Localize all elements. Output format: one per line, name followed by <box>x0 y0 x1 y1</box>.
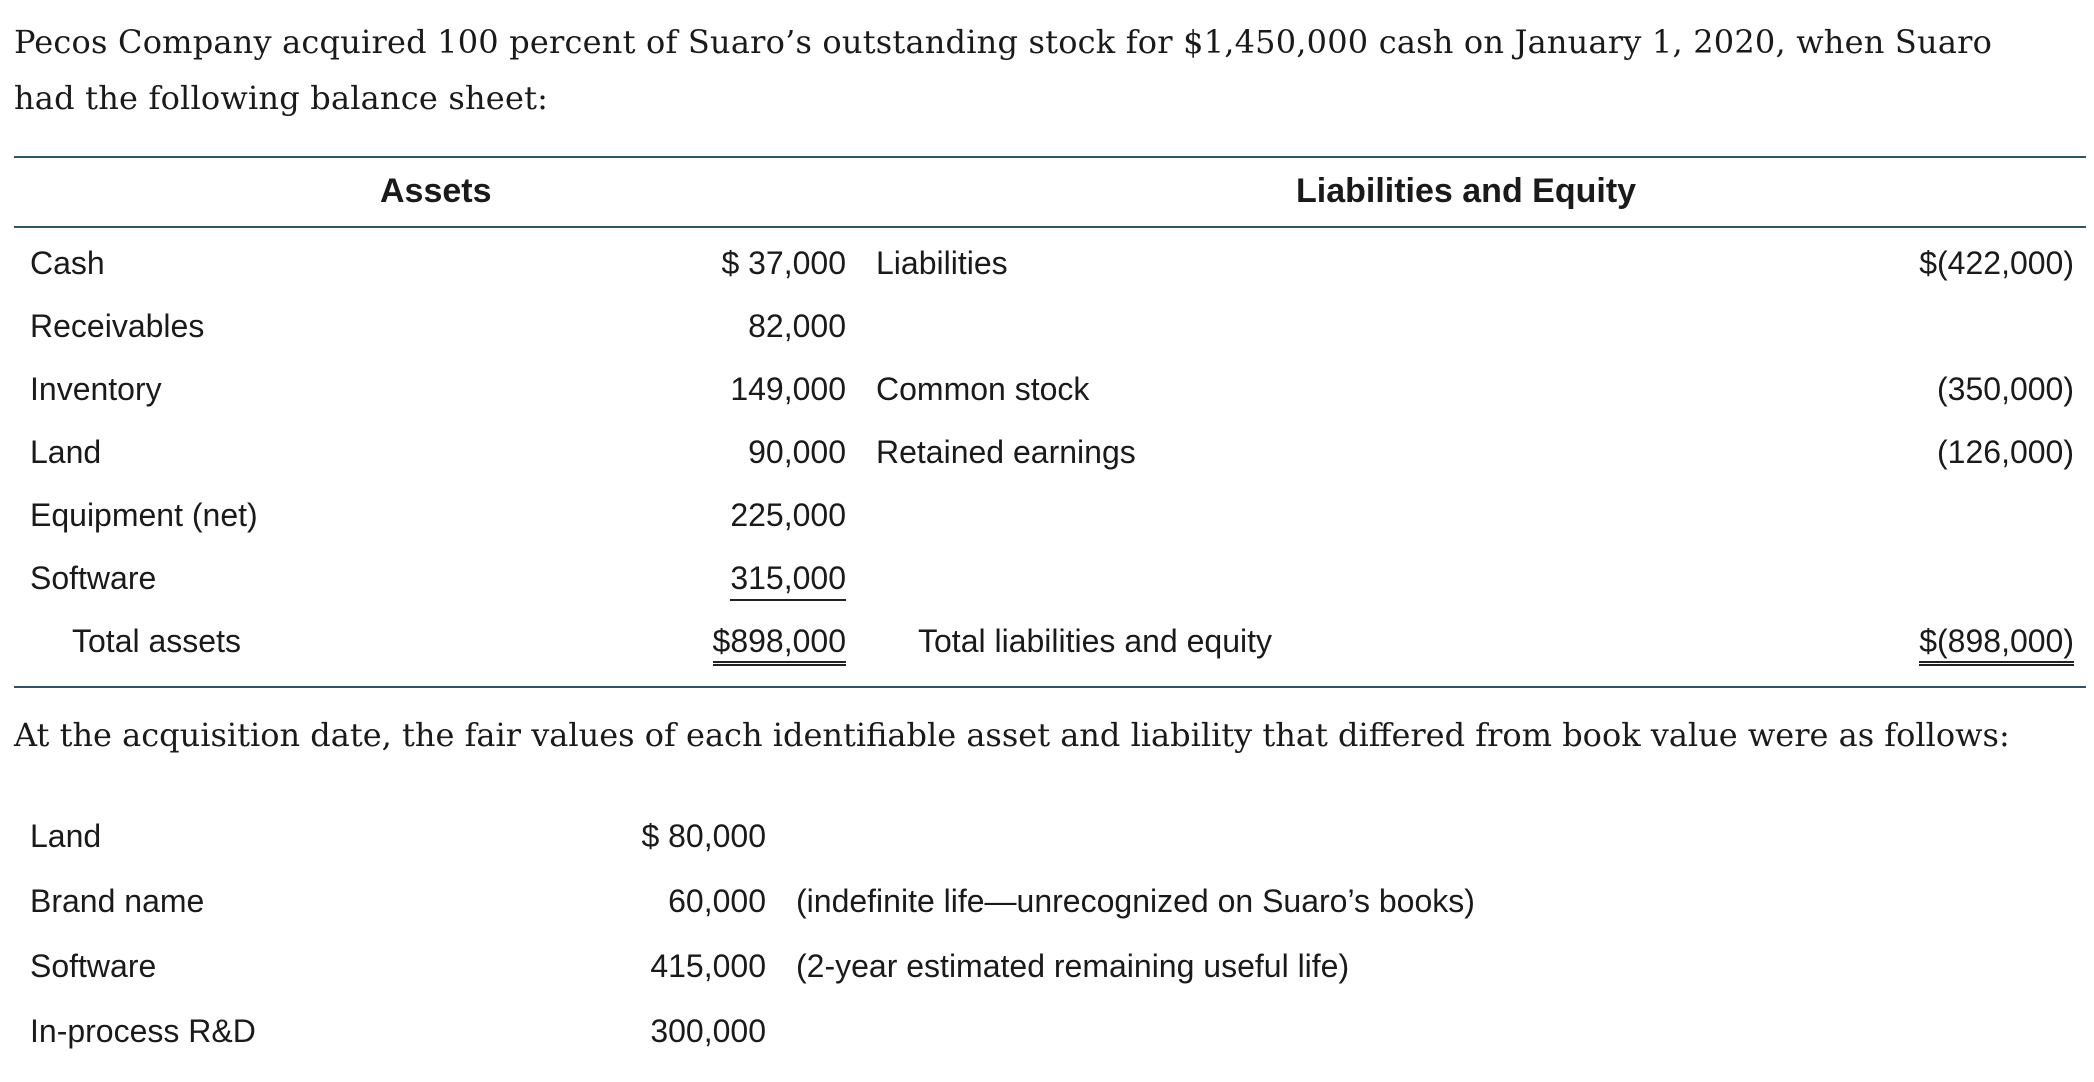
total-assets-value: $898,000 <box>713 623 846 666</box>
table-bottom-rule <box>14 686 2086 688</box>
fair-value-label: Brand name <box>30 883 205 919</box>
asset-label: Inventory <box>30 371 162 407</box>
fair-value-label: Software <box>30 948 157 984</box>
table-top-rule <box>14 156 2086 158</box>
asset-label: Cash <box>30 245 105 281</box>
asset-label: Equipment (net) <box>30 497 258 533</box>
liability-value: $(422,000) <box>1919 245 2074 281</box>
header-bottom-rule <box>14 226 2086 228</box>
asset-value: 90,000 <box>748 434 846 470</box>
liabilities-header: Liabilities and Equity <box>1296 172 1637 210</box>
asset-label: Land <box>30 434 102 470</box>
asset-label: Receivables <box>30 308 205 344</box>
liability-label: Retained earnings <box>876 434 1136 470</box>
fair-value-note: (indefinite life—unrecognized on Suaro’s books) <box>796 883 1475 919</box>
total-liabilities-label: Total liabilities and equity <box>918 623 1272 659</box>
fair-value-intro: At the acquisition date, the fair values of each identifiable asset and liability that differed from book value were as follows: <box>14 716 2010 754</box>
fair-value-label: Land <box>30 818 102 854</box>
intro-paragraph: Pecos Company acquired 100 percent of Suaro’s outstanding stock for $1,450,000 cash on January 1, 2020, when Suaro had the following balance sheet: <box>14 23 1993 117</box>
liability-value: (126,000) <box>1937 434 2074 470</box>
total-assets-label: Total assets <box>72 623 241 659</box>
fair-value-amount: 300,000 <box>650 1013 766 1049</box>
asset-value: 225,000 <box>730 497 846 533</box>
asset-label: Software <box>30 560 157 596</box>
asset-value: 82,000 <box>748 308 846 344</box>
assets-header: Assets <box>380 172 492 210</box>
fair-value-amount: 415,000 <box>650 948 766 984</box>
asset-value: $ 37,000 <box>721 245 846 281</box>
fair-value-amount: $ 80,000 <box>641 818 766 854</box>
fair-value-amount: 60,000 <box>668 883 766 919</box>
liability-value: (350,000) <box>1937 371 2074 407</box>
liability-label: Common stock <box>876 371 1090 407</box>
total-liabilities-value: $(898,000) <box>1919 623 2074 666</box>
liability-label: Liabilities <box>876 245 1008 281</box>
fair-value-note: (2-year estimated remaining useful life) <box>796 948 1350 984</box>
fair-value-label: In-process R&D <box>30 1013 256 1049</box>
asset-value: 149,000 <box>730 371 846 407</box>
asset-value: 315,000 <box>730 560 846 601</box>
